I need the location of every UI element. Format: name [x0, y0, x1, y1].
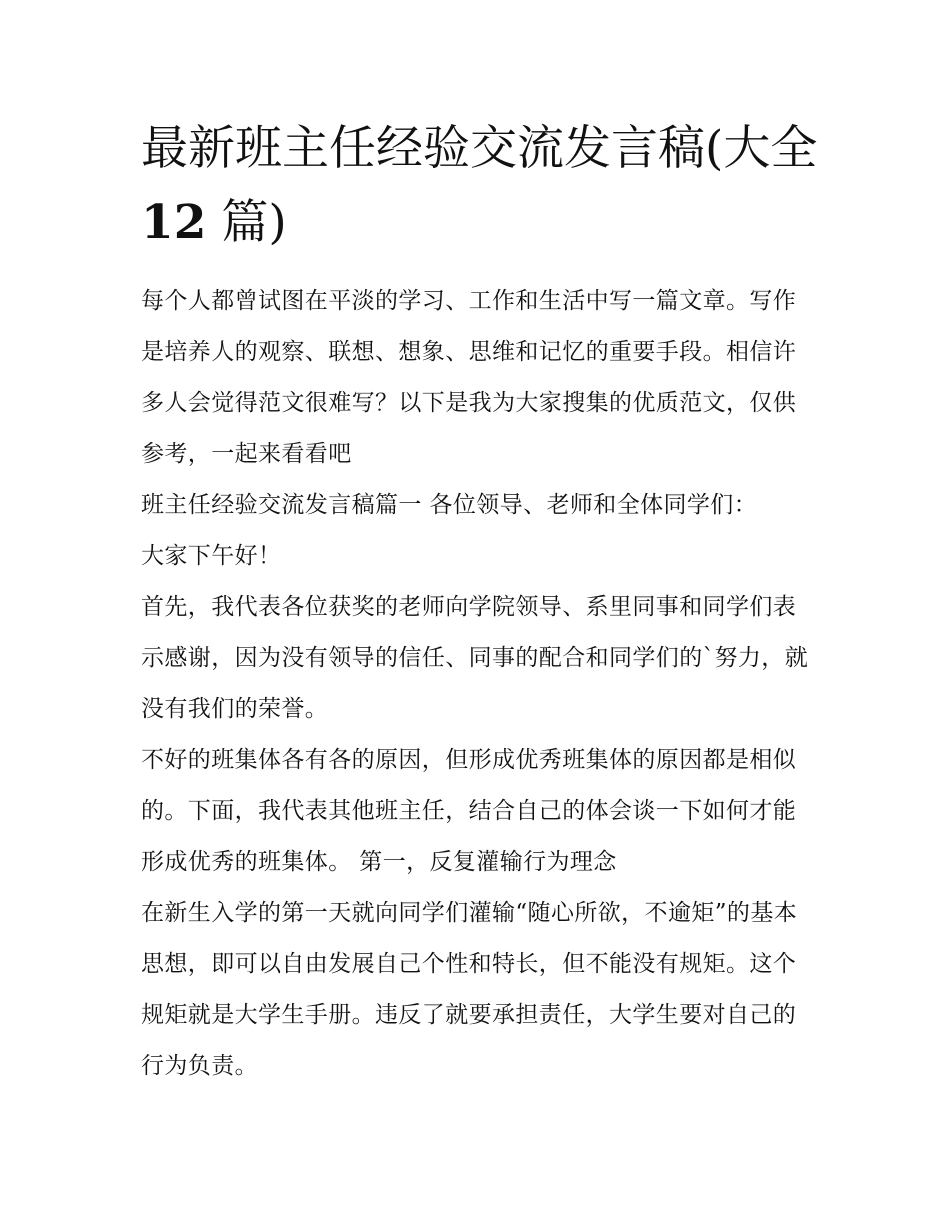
- paragraph-thanks: 首先，我代表各位获奖的老师向学院领导、系里同事和同学们表示感谢，因为没有领导的信任、同事的配合和同学们的`努力，就没有我们的荣誉。: [141, 594, 809, 722]
- paragraph-greeting: 大家下午好！: [141, 543, 282, 569]
- paragraph-rules: 在新生入学的第一天就向同学们灌输“随心所欲，不逾矩”的基本思想，即可以自由发展自己个性和特长，但不能没有规矩。这个规矩就是大学生手册。违反了就要承担责任，大学生要对自己的行为负责。: [141, 900, 798, 1079]
- title-text-start: 最新班主任经验交流发言稿(大全: [141, 121, 818, 176]
- title-number: 12: [141, 195, 207, 250]
- document-title: [141, 112, 821, 260]
- paragraph-section-heading: 班主任经验交流发言稿篇一 各位领导、老师和全体同学们：: [141, 492, 758, 518]
- document-body: [141, 276, 813, 1092]
- title-text-end: 篇): [221, 195, 287, 250]
- paragraph-reasons: 不好的班集体各有各的原因，但形成优秀班集体的原因都是相似的。下面，我代表其他班主任，结合自己的体会谈一下如何才能形成优秀的班集体。 第一，反复灌输行为理念: [141, 747, 797, 875]
- paragraph-intro: 每个人都曾试图在平淡的学习、工作和生活中写一篇文章。写作是培养人的观察、联想、想象、思维和记忆的重要手段。相信许多人会觉得范文很难写？以下是我为大家搜集的优质范文，仅供参考，一起来看看吧: [141, 288, 797, 467]
